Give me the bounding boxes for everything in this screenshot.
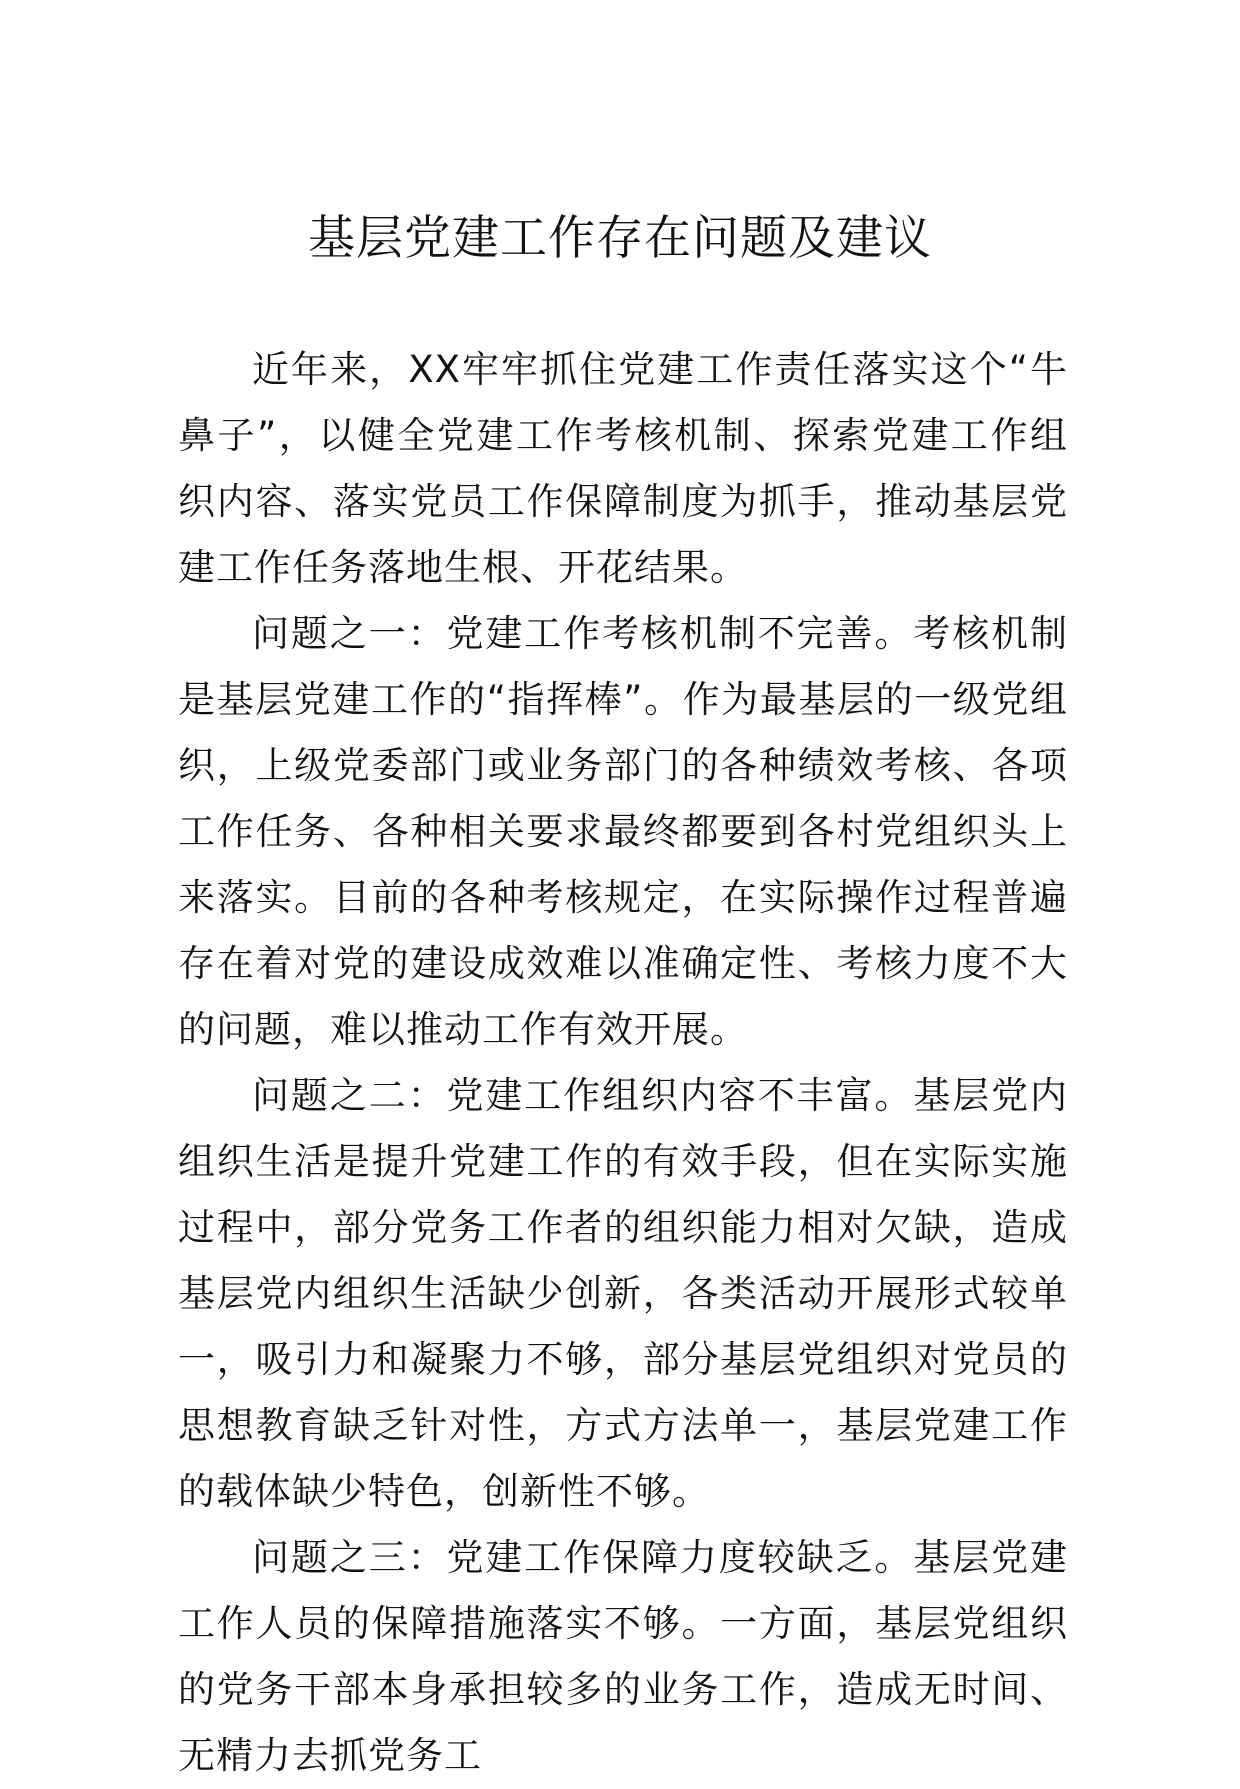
paragraph-problem-1: 问题之一：党建工作考核机制不完善。考核机制是基层党建工作的“指挥棒”。作为最基层的一级党组织，上级党委部门或业务部门的各种绩效考核、各项工作任务、各种相关要求最终都要到各村党组织头上来落实。目前的各种考核规定，在实际操作过程普遍存在着对党的建设成效难以准确定性、考核力度不大的问题，难以推动工作有效开展。 <box>178 612 1068 1051</box>
document-title: 基层党建工作存在问题及建议 <box>308 211 932 266</box>
paragraph-problem-3: 问题之三：党建工作保障力度较缺乏。基层党建工作人员的保障措施落实不够。一方面，基层党组织的党务干部本身承担较多的业务工作，造成无时间、无精力去抓党务工 <box>178 1536 1068 1777</box>
document-body <box>178 337 1068 1789</box>
paragraph-problem-2: 问题之二：党建工作组织内容不丰富。基层党内组织生活是提升党建工作的有效手段，但在实际实施过程中，部分党务工作者的组织能力相对欠缺，造成基层党内组织生活缺少创新，各类活动开展形式较单一，吸引力和凝聚力不够，部分基层党组织对党员的思想教育缺乏针对性，方式方法单一，基层党建工作的载体缺少特色，创新性不够。 <box>178 1074 1068 1513</box>
paragraph-intro: 近年来，XX牢牢抓住党建工作责任落实这个“牛鼻子”，以健全党建工作考核机制、探索党建工作组织内容、落实党员工作保障制度为抓手，推动基层党建工作任务落地生根、开花结果。 <box>178 348 1068 589</box>
